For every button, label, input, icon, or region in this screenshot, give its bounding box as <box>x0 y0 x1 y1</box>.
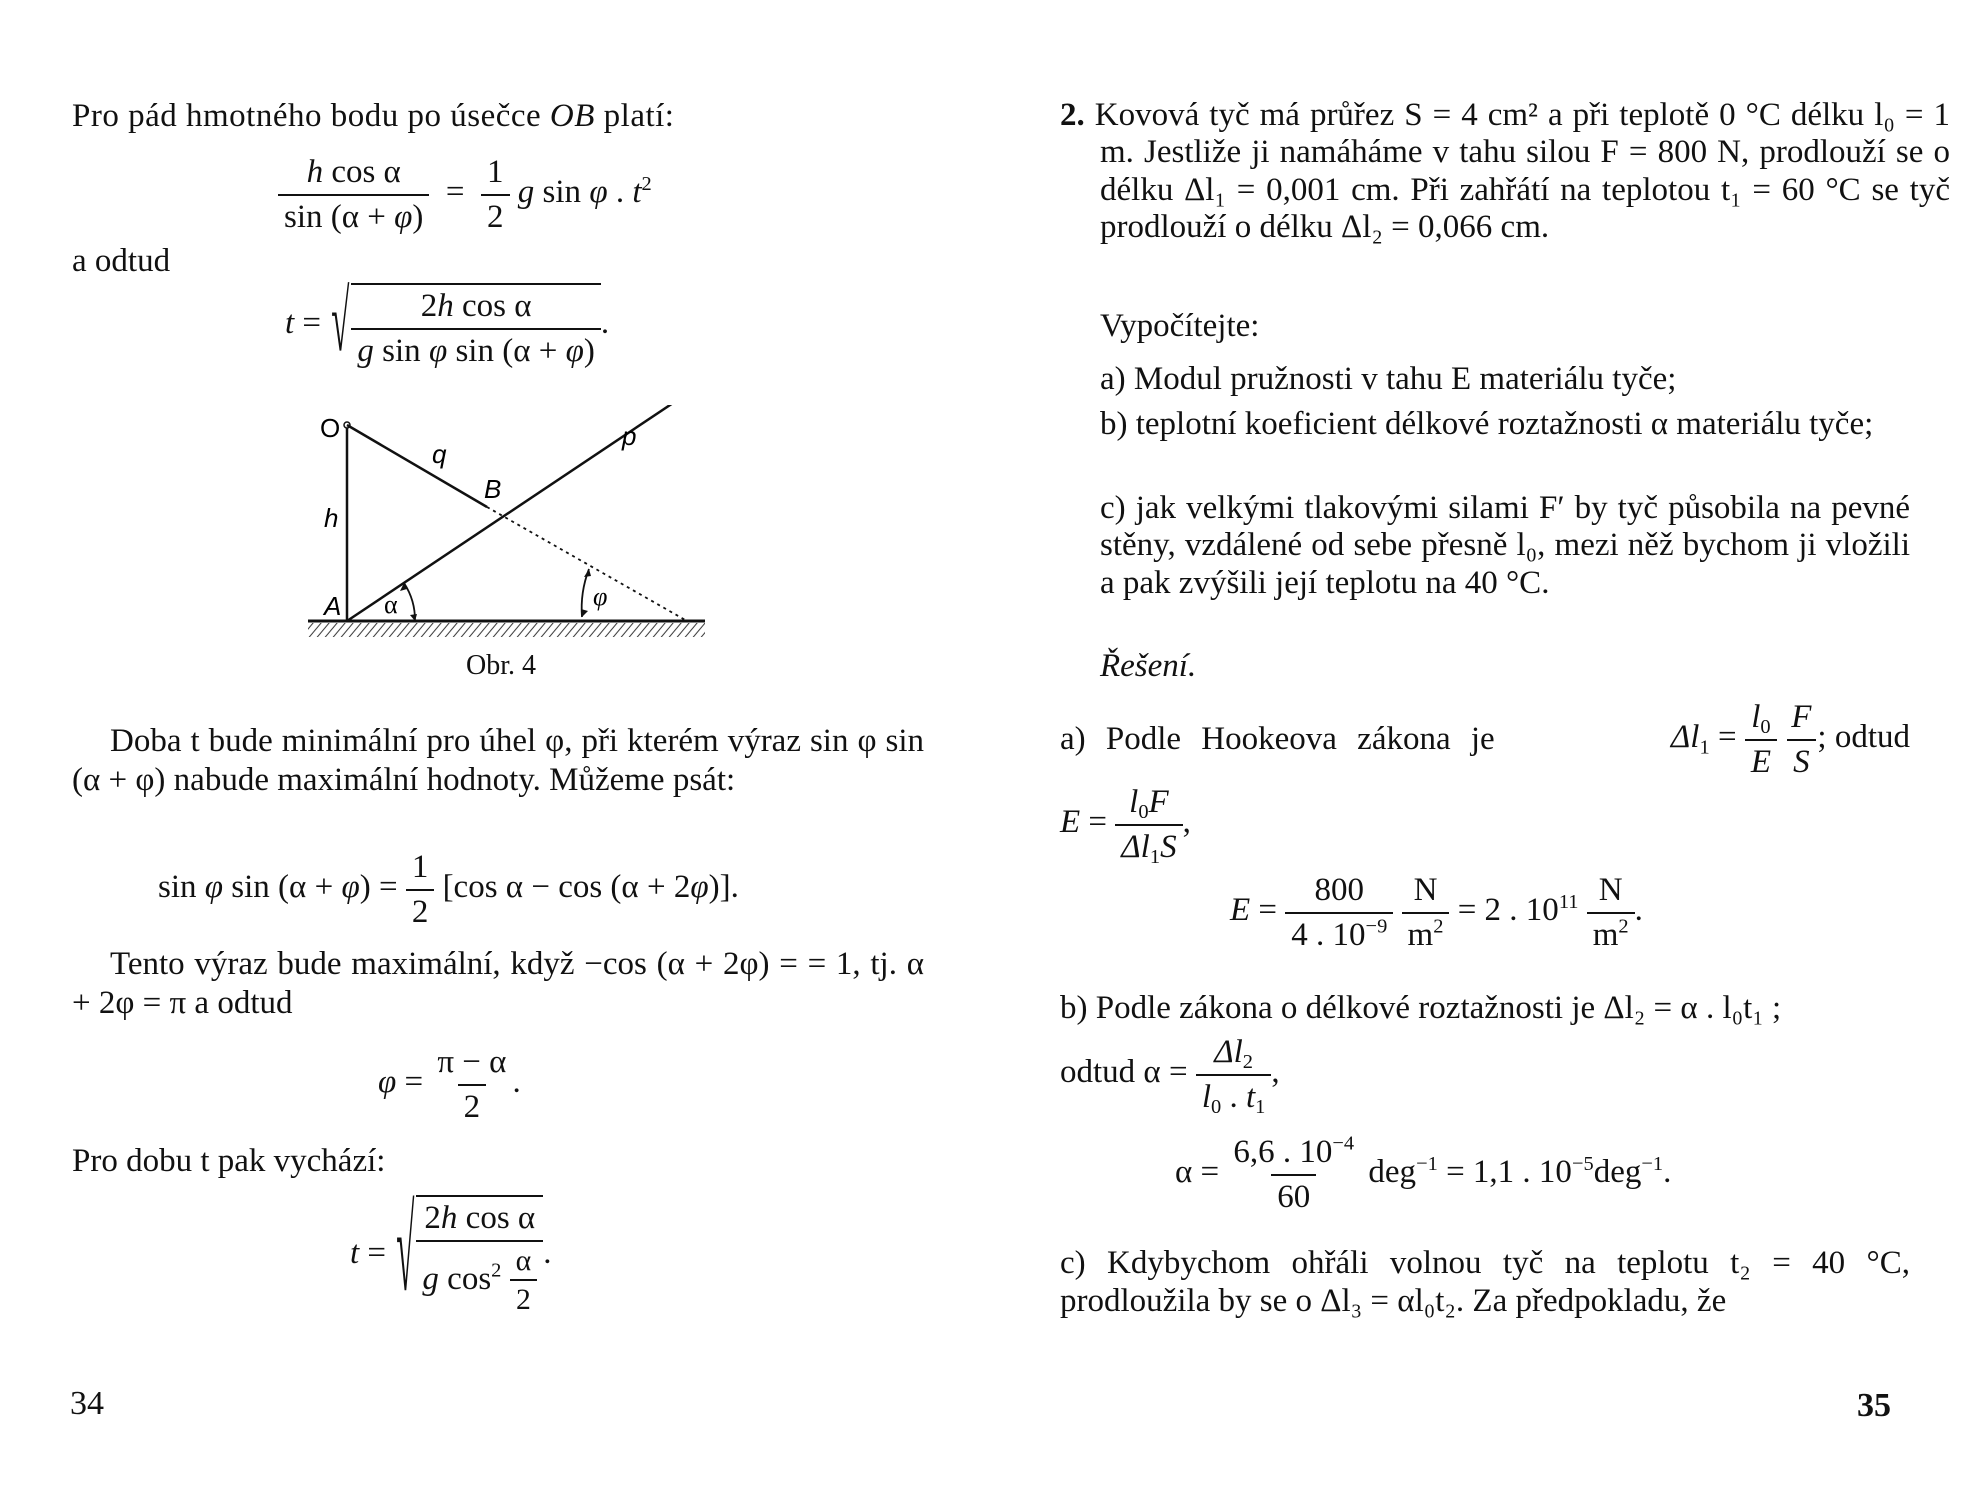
intro-end: platí: <box>603 98 675 134</box>
label-b: B <box>484 474 502 504</box>
task-c: c) jak velkými tlakovými silami F′ by tyč působila na pevné stěny, vzdálené od sebe přesně l₀, mezi něž bychom ji vložili a pak zvýšili její teplotu na 40 °C. <box>1100 490 1910 601</box>
a-odtud: a odtud <box>72 243 171 279</box>
problem-2 <box>1060 97 1950 246</box>
solution-label: Řešení. <box>1100 648 1197 684</box>
equation-alpha-value: α = $\frac{6,6 . 10^{-4}}{60}$ deg$^{-1}$ = 1,1 . $10^{-5}deg^{-1}$. <box>1175 1132 1672 1215</box>
label-a: A <box>324 591 342 621</box>
page-number-left: 34 <box>70 1385 104 1422</box>
intro-text: Pro pád hmotného bodu po úsečce <box>72 98 542 134</box>
equation-e-value: E = $\frac{800}{4 . 10^{-9}}$ $\frac{N}{m^2}$ = 2 . $10^{11}$ $\frac{N}{m^2}$ . <box>1230 872 1643 953</box>
equation-phi: φ = $\frac{\pi - \alpha}{2}$ . <box>378 1044 521 1125</box>
solution-c: c) Kdybychom ohřáli volnou tyč na teplotu t₂ = 40 °C, prodloužila by se o Δl₃ = αl₀t₂. Za předpokladu, že <box>1060 1245 1910 1319</box>
figure-caption: Obr. 4 <box>466 650 536 681</box>
label-q: q <box>432 439 447 469</box>
paragraph-minimum: Doba t bude minimální pro úhel φ, při kterém výraz sin φ sin (α + φ) nabude maximální hodnoty. Můžeme psát: <box>72 723 924 798</box>
label-o: O <box>320 413 341 443</box>
intro-segment: OB <box>549 98 595 134</box>
task-a: a) Modul pružnosti v tahu E materiálu tyče; <box>1100 361 1677 397</box>
label-alpha: α <box>384 590 398 619</box>
label-phi: φ <box>593 582 608 611</box>
paragraph-time: Pro dobu t pak vychází: <box>72 1143 386 1179</box>
intro-line <box>72 100 674 133</box>
compute-label: Vypočítejte: <box>1100 308 1260 344</box>
equation-time: t = √ $\frac{\text{2h cos α}}{\text{g sin φ sin (α + φ)}}$ . <box>285 277 610 372</box>
eq1-half: $\frac{1}{2}$ <box>481 155 510 234</box>
solution-a-line: a) Podle Hookeova zákona je $\Delta l_1$ = $\frac{l_0}{E}$ $\frac{F}{S}$ ; odtud <box>1060 699 1910 780</box>
page-number-right: 35 <box>1857 1387 1891 1424</box>
eq1-lhs: $\frac{\text{h cos α}}{\sin (\alpha + \varphi)}$ <box>278 155 429 234</box>
equation-product: sin φ sin (α + φ) = $\frac{1}{2}$ [cos α − cos (α + 2φ)]. <box>158 849 739 930</box>
paragraph-maximum: Tento výraz bude maximální, když −cos (α + 2φ) = = 1, tj. α + 2φ = π a odtud <box>72 946 924 1021</box>
figure-4 <box>300 405 720 645</box>
equation-e-formula: E = $\frac{l_0F}{\Delta l_1S}$ , <box>1060 784 1191 868</box>
right-page <box>985 0 1970 1500</box>
task-b: b) teplotní koeficient délkové roztažnosti α materiálu tyče; <box>1100 406 1874 442</box>
ground-hatching <box>308 623 705 637</box>
solution-b-line: b) Podle zákona o délkové roztažnosti je Δl₂ = α . l₀t₁ ; <box>1060 990 1782 1026</box>
label-h: h <box>324 503 339 533</box>
eq2-root: √ $\frac{\text{2h cos α}}{\text{g sin φ sin (α + φ)}}$ <box>329 283 601 368</box>
label-p: p <box>622 421 637 451</box>
segment-q <box>347 425 487 507</box>
equation-alpha-formula: odtud α = $\frac{\Delta l_2}{l_0 . t_1}$ , <box>1060 1034 1280 1118</box>
dotted-extension <box>487 507 687 621</box>
problem-number: 2. <box>1060 97 1085 133</box>
problem-text: Kovová tyč má průřez S = 4 cm² a při teplotě 0 °C délku l₀ = 1 m. Jestliže ji namáháme v tahu silou F = 800 N, prodlouží se o délku Δl₁ = 0,001 cm. Při zahřátí na teplotou t₁ = 60 °C se tyč prodlouží o délku Δl₂ = 0,066 cm. <box>1094 97 1951 245</box>
equation-time-final: t = √ 2h cos α g $\cos^2$ $\frac{\alpha}{2}$ . <box>350 1188 552 1319</box>
equation-fall: $\frac{\text{h cos α}}{\sin (\alpha + \varphi)}$ = $\frac{1}{2}$ g sin φ . $t^2$ <box>278 155 652 234</box>
